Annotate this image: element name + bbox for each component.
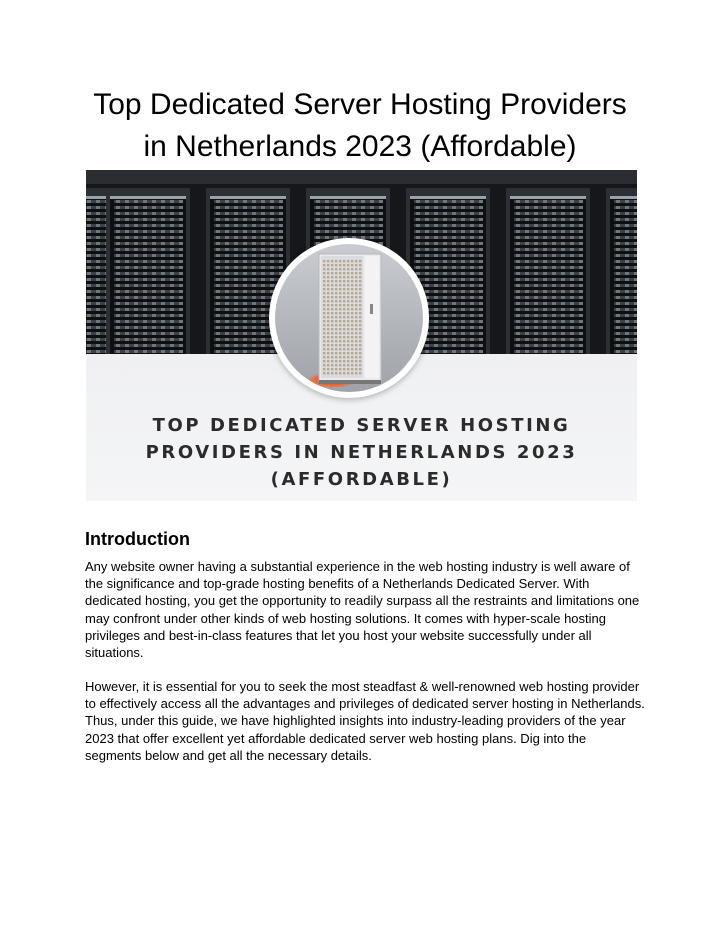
server-cabinet-medallion — [269, 238, 429, 398]
banner-line-2: PROVIDERS IN NETHERLANDS 2023 — [145, 442, 578, 463]
document-title — [60, 84, 660, 168]
intro-paragraph-1: Any website owner having a substantial experience in the web hosting industry is well aware of the significance and top-grade hosting benefits of a Netherlands Dedicated Server. With dedicated hosting, you get the opportunity to readily surpass all the restraints and limitations one may confront under other kinds of web hosting solutions. It comes with hyper-scale hosting privileges and best-in-class features that let you host your website successfully under all situations. — [85, 559, 640, 661]
title-line-2: in Netherlands 2023 (Affordable) — [143, 130, 577, 163]
banner-line-1: TOP DEDICATED SERVER HOSTING — [152, 415, 571, 436]
hero-banner-text — [86, 412, 637, 493]
intro-paragraph-2: However, it is essential for you to seek the most steadfast & well-renowned web hosting provider to effectively access all the advantages and privileges of dedicated server hosting in Netherlands. Thus, under this guide, we have highlighted insights into industry-leading providers of the year 2023 that offer excellent yet affordable dedicated server web hosting plans. Dig into the segments below and get all the necessary details. — [85, 679, 645, 763]
banner-line-3: (AFFORDABLE) — [270, 469, 453, 490]
section-heading-introduction: Introduction — [85, 529, 190, 549]
title-line-1: Top Dedicated Server Hosting Providers — [93, 88, 627, 121]
hero-image — [86, 170, 637, 501]
server-cabinet-icon — [275, 244, 423, 392]
